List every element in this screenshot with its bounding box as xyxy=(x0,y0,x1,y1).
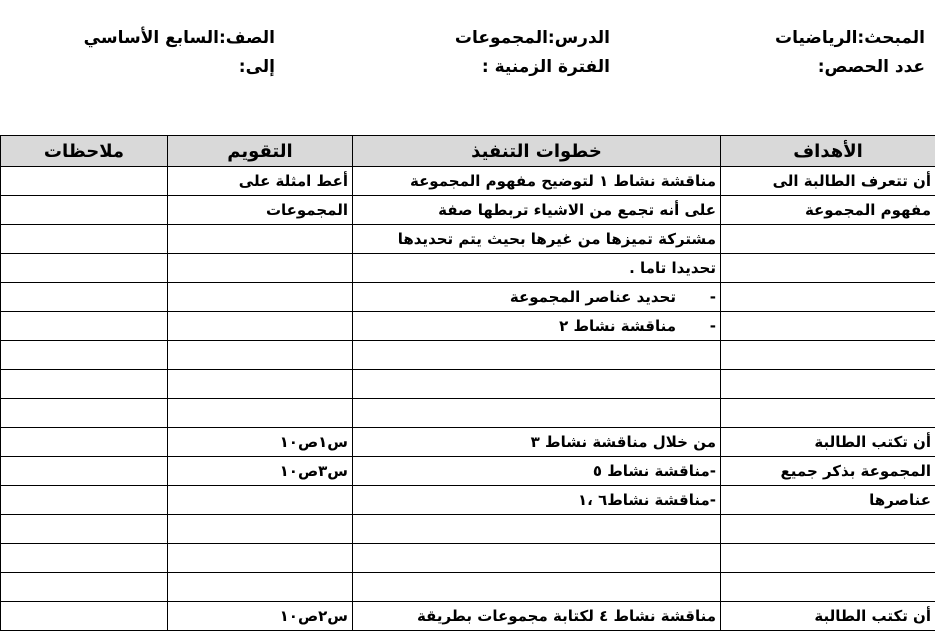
notes-cell xyxy=(1,515,168,544)
table-row xyxy=(1,196,935,225)
step-cell: مشتركة تميزها من غيرها بحيث يتم تحديدها xyxy=(353,225,721,254)
evaluation-cell: س١ص١٠ xyxy=(168,428,353,457)
table-header-row xyxy=(1,136,935,167)
table-row xyxy=(1,544,935,573)
notes-cell xyxy=(1,399,168,428)
table-row xyxy=(1,312,935,341)
notes-cell xyxy=(1,254,168,283)
evaluation-cell xyxy=(168,399,353,428)
evaluation-cell xyxy=(168,341,353,370)
step-cell xyxy=(353,515,721,544)
evaluation-cell xyxy=(168,515,353,544)
goal-cell: عناصرها xyxy=(721,486,935,515)
goal-cell xyxy=(721,254,935,283)
table-row xyxy=(1,283,935,312)
goal-cell xyxy=(721,225,935,254)
step-cell: مناقشة نشاط ٤ لكتابة مجموعات بطريقة xyxy=(353,602,721,631)
table-row xyxy=(1,573,935,602)
step-cell xyxy=(353,544,721,573)
goal-cell: مفهوم المجموعة xyxy=(721,196,935,225)
table-row xyxy=(1,399,935,428)
evaluation-cell: س٢ص١٠ xyxy=(168,602,353,631)
column-header-evaluation: التقويم xyxy=(168,136,353,167)
column-header-notes: ملاحظات xyxy=(1,136,168,167)
step-cell: -مناقشة نشاط ٥ xyxy=(353,457,721,486)
goal-cell xyxy=(721,283,935,312)
step-cell xyxy=(353,370,721,399)
evaluation-cell xyxy=(168,486,353,515)
subject-label: المبحث:الرياضيات xyxy=(775,28,925,48)
table-row xyxy=(1,457,935,486)
bullet-dash: - xyxy=(676,317,716,335)
table-row xyxy=(1,254,935,283)
grade-label: الصف:السابع الأساسي xyxy=(84,28,275,48)
periods-label: عدد الحصص: xyxy=(818,57,925,77)
column-header-goals: الأهداف xyxy=(721,136,935,167)
notes-cell xyxy=(1,486,168,515)
step-cell xyxy=(353,341,721,370)
step-text: مناقشة نشاط ٢ xyxy=(559,317,676,335)
lesson-label: الدرس:المجموعات xyxy=(455,28,610,48)
goal-cell: أن تكتب الطالبة xyxy=(721,602,935,631)
evaluation-cell xyxy=(168,312,353,341)
notes-cell xyxy=(1,428,168,457)
notes-cell xyxy=(1,370,168,399)
evaluation-cell xyxy=(168,544,353,573)
evaluation-cell: س٣ص١٠ xyxy=(168,457,353,486)
table-row xyxy=(1,370,935,399)
to-label: إلى: xyxy=(239,57,275,77)
goal-cell: المجموعة بذكر جميع xyxy=(721,457,935,486)
evaluation-cell xyxy=(168,370,353,399)
table-row xyxy=(1,515,935,544)
step-cell: من خلال مناقشة نشاط ٣ xyxy=(353,428,721,457)
goal-cell: أن تكتب الطالبة xyxy=(721,428,935,457)
timeframe-label: الفترة الزمنية : xyxy=(482,57,610,77)
notes-cell xyxy=(1,283,168,312)
goal-cell xyxy=(721,370,935,399)
evaluation-cell xyxy=(168,573,353,602)
table-row xyxy=(1,167,935,196)
lesson-plan-table xyxy=(0,135,935,631)
goal-cell xyxy=(721,399,935,428)
goal-cell xyxy=(721,544,935,573)
evaluation-cell: المجموعات xyxy=(168,196,353,225)
notes-cell xyxy=(1,341,168,370)
evaluation-cell xyxy=(168,225,353,254)
evaluation-cell: أعط امثلة على xyxy=(168,167,353,196)
goal-cell xyxy=(721,312,935,341)
bullet-dash: - xyxy=(676,288,716,306)
table-row xyxy=(1,225,935,254)
step-cell xyxy=(353,573,721,602)
goal-cell xyxy=(721,341,935,370)
step-cell: -مناقشة نشاط٦ ،١ xyxy=(353,486,721,515)
evaluation-cell xyxy=(168,254,353,283)
evaluation-cell xyxy=(168,283,353,312)
table-row xyxy=(1,602,935,631)
table-row xyxy=(1,428,935,457)
goal-cell: أن تتعرف الطالبة الى xyxy=(721,167,935,196)
goal-cell xyxy=(721,515,935,544)
step-cell: على أنه تجمع من الاشياء تربطها صفة xyxy=(353,196,721,225)
column-header-steps: خطوات التنفيذ xyxy=(353,136,721,167)
goal-cell xyxy=(721,573,935,602)
notes-cell xyxy=(1,602,168,631)
notes-cell xyxy=(1,457,168,486)
notes-cell xyxy=(1,544,168,573)
step-cell xyxy=(353,312,721,341)
step-cell: مناقشة نشاط ١ لتوضيح مفهوم المجموعة xyxy=(353,167,721,196)
step-cell: تحديدا تاما . xyxy=(353,254,721,283)
step-cell xyxy=(353,283,721,312)
notes-cell xyxy=(1,312,168,341)
notes-cell xyxy=(1,573,168,602)
notes-cell xyxy=(1,196,168,225)
notes-cell xyxy=(1,225,168,254)
notes-cell xyxy=(1,167,168,196)
step-cell xyxy=(353,399,721,428)
step-text: تحديد عناصر المجموعة xyxy=(510,288,676,306)
table-row xyxy=(1,341,935,370)
table-row xyxy=(1,486,935,515)
